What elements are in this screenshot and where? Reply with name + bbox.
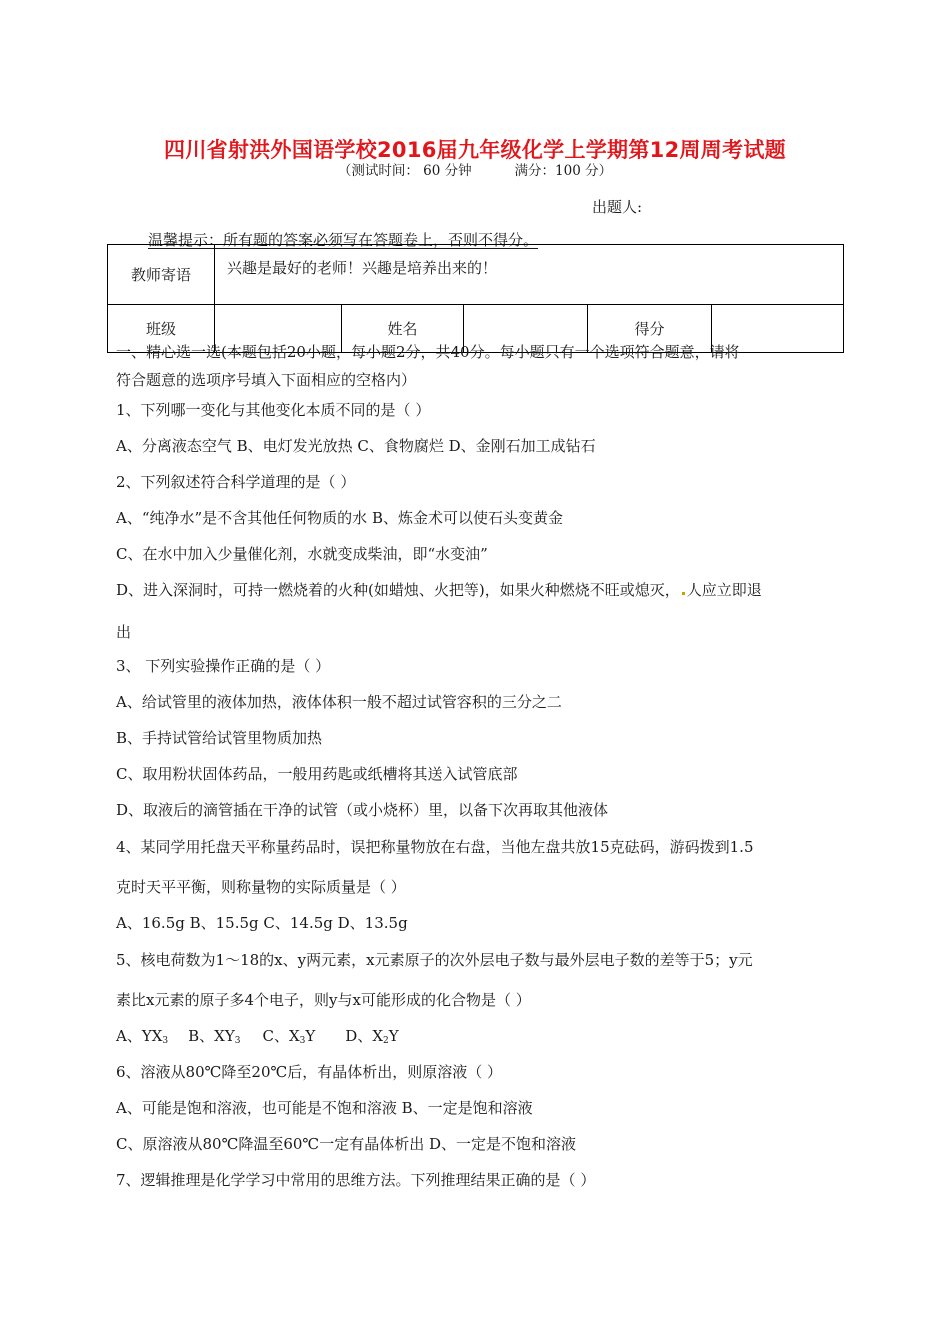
q6-options-cd: C、原溶液从80℃降温至60℃一定有晶体析出 D、一定是不饱和溶液: [116, 1135, 577, 1153]
teacher-label: 教师寄语: [108, 245, 215, 305]
q5-stem-line2: 素比x元素的原子多4个电子，则y与x可能形成的化合物是（ ）: [116, 991, 531, 1009]
q6-stem: 6、溶液从80℃降至20℃后，有晶体析出，则原溶液（ ）: [116, 1063, 503, 1081]
q5-option-c-tail: Y: [305, 1027, 316, 1045]
name-label: 姓名: [342, 305, 464, 353]
teacher-motto: 兴趣是最好的老师！兴趣是培养出来的！: [215, 245, 844, 305]
stray-dot: [682, 592, 685, 595]
q3-option-c: C、取用粉状固体药品，一般用药匙或纸槽将其送入试管底部: [116, 765, 518, 783]
warm-tip: 温馨提示：所有题的答案必须写在答题卷上，否则不得分。: [148, 231, 539, 249]
q7-stem: 7、逻辑推理是化学学习中常用的思维方法。下列推理结果正确的是（ ）: [116, 1171, 596, 1189]
info-table: [107, 244, 844, 353]
score-label: 得分: [588, 305, 712, 353]
q5-options: [116, 1026, 399, 1046]
q3-stem: 3、 下列实验操作正确的是（ ）: [116, 657, 331, 675]
q3-option-b: B、手持试管给试管里物质加热: [116, 729, 323, 747]
q4-stem-line1: 4、某同学用托盘天平称量药品时，误把称量物放在右盘，当他左盘共放15克砝码，游码拨到1.5: [116, 838, 754, 856]
class-label: 班级: [108, 305, 215, 353]
section1-intro-line1: 一、精心选一选(本题包括20小题，每小题2分，共40分。每小题只有一个选项符合题意，请将: [116, 343, 740, 361]
q5-option-b-sub: 3: [234, 1036, 241, 1046]
q3-option-d: D、取液后的滴管插在干净的试管（或小烧杯）里，以备下次再取其他液体: [116, 801, 609, 819]
q5-option-c-sub: 3: [299, 1036, 306, 1046]
q5-option-d: D、X: [345, 1027, 384, 1045]
q4-options: A、16.5g B、15.5g C、14.5g D、13.5g: [116, 914, 408, 932]
q5-stem-line1: 5、核电荷数为1～18的x、y两元素，x元素原子的次外层电子数与最外层电子数的差等于5；y元: [116, 951, 753, 969]
q3-option-a: A、给试管里的液体加热，液体体积一般不超过试管容积的三分之二: [116, 693, 562, 711]
q5-option-a: A、YX: [116, 1027, 163, 1045]
q2-stem: 2、下列叙述符合科学道理的是（ ）: [116, 473, 356, 491]
page-title: 四川省射洪外国语学校2016届九年级化学上学期第12周周考试题: [164, 138, 786, 162]
exam-subtitle: （测试时间： 60 分钟 满分：100 分）: [337, 163, 613, 179]
q5-option-c: C、X: [262, 1027, 300, 1045]
q2-option-d-cont: 出: [116, 623, 132, 641]
q5-option-d-sub: 2: [383, 1036, 389, 1046]
q2-option-d-part1: D、进入深洞时，可持一燃烧着的火种(如蜡烛、火把等)，如果火种燃烧不旺或熄灭，: [116, 581, 680, 599]
q2-option-d: [116, 580, 762, 600]
q4-stem-line2: 克时天平平衡，则称量物的实际质量是（ ）: [116, 878, 406, 896]
q2-option-c: C、在水中加入少量催化剂，水就变成柴油，即“水变油”: [116, 545, 488, 563]
q2-option-d-part2: 人应立即退: [686, 581, 762, 599]
q1-stem: 1、下列哪一变化与其他变化本质不同的是（ ）: [116, 401, 431, 419]
teacher-row: [108, 245, 844, 305]
q6-options-ab: A、可能是饱和溶液，也可能是不饱和溶液 B、一定是饱和溶液: [116, 1099, 533, 1117]
section1-intro-line2: 符合题意的选项序号填入下面相应的空格内）: [116, 371, 417, 389]
q2-options-ab: A、“纯净水”是不含其他任何物质的水 B、炼金术可以使石头变黄金: [116, 509, 563, 527]
q5-option-b: B、XY: [188, 1027, 235, 1045]
q1-options: A、分离液态空气 B、电灯发光放热 C、食物腐烂 D、金刚石加工成钻石: [116, 437, 596, 455]
author-label: 出题人:: [592, 198, 643, 216]
q5-option-a-sub: 3: [162, 1036, 169, 1046]
q5-option-d-tail: Y: [388, 1027, 399, 1045]
